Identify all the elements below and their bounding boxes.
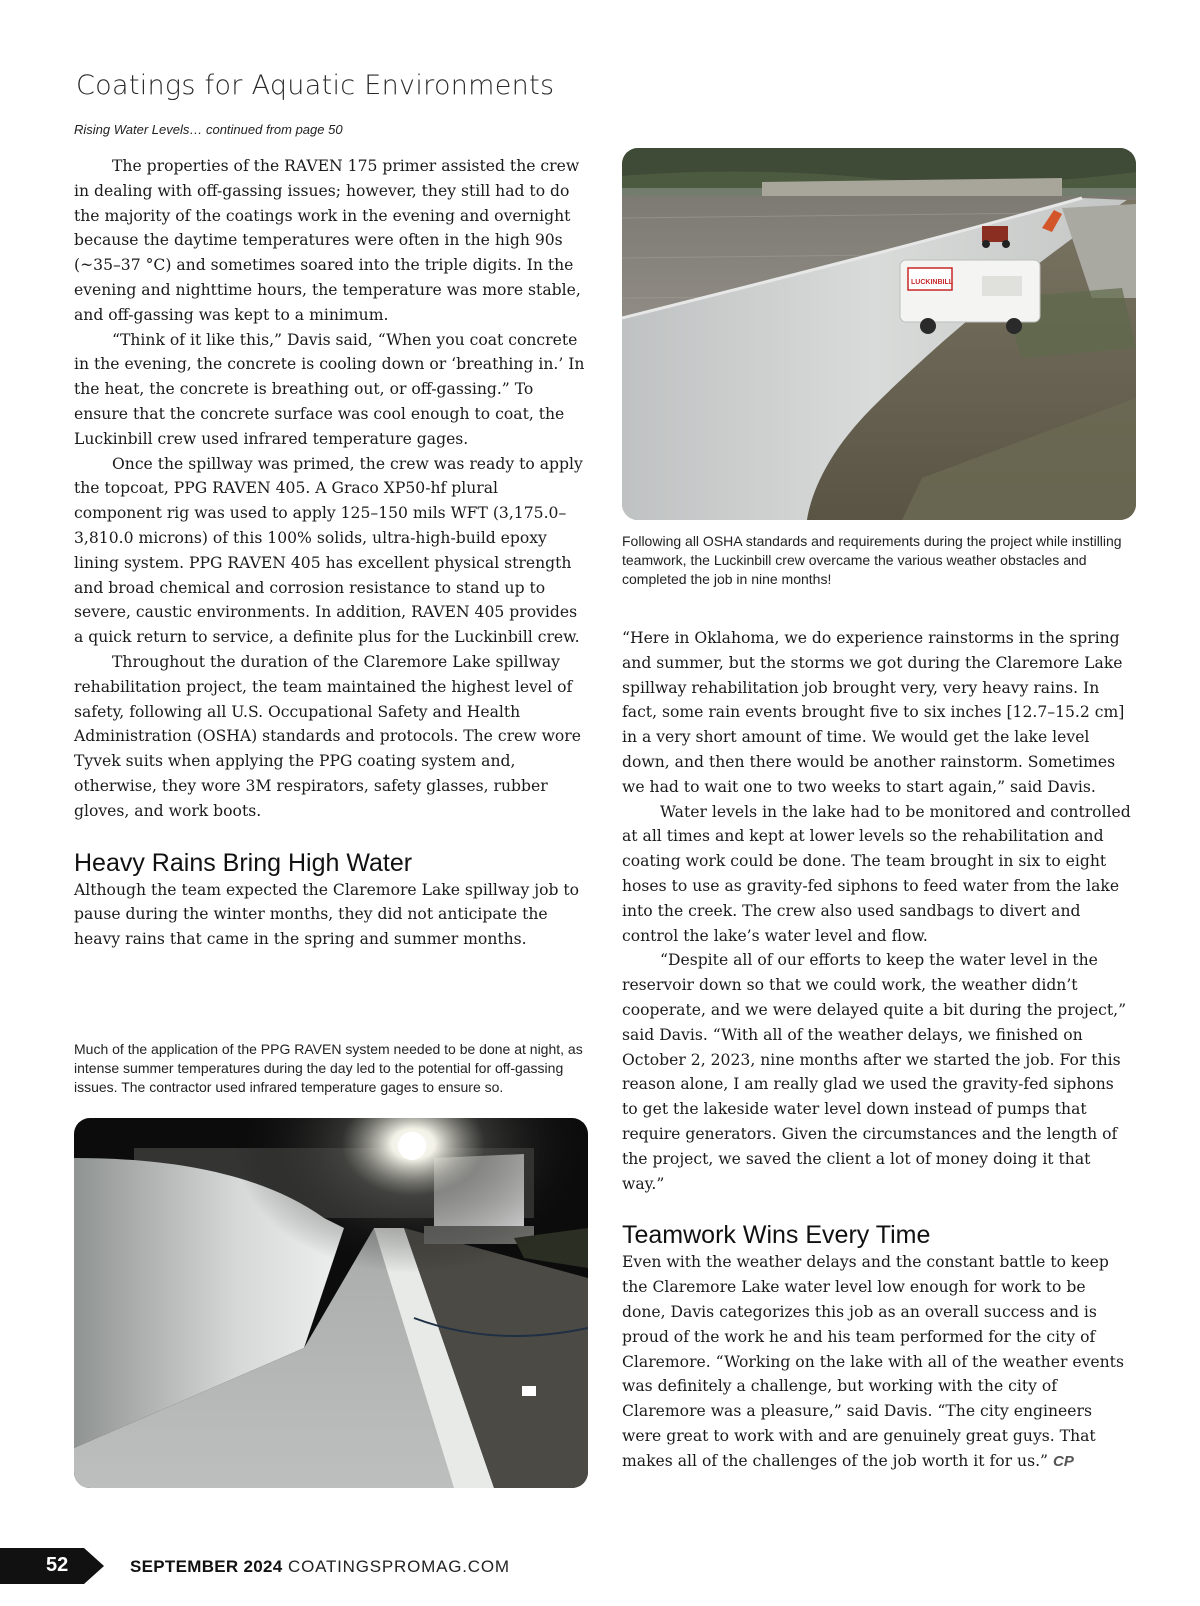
subhead-teamwork: Teamwork Wins Every Time (622, 1221, 931, 1250)
page-footer (0, 1548, 600, 1584)
section-title: Coatings for Aquatic Environments (76, 70, 555, 101)
body-paragraph (622, 1250, 1134, 1474)
site-url: COATINGSPROMAG.COM (288, 1557, 510, 1576)
photo-caption-day: Following all OSHA standards and requirements during the project while instilling teamwork, the Luckinbill crew overcame the various weather obstacles and completed the job in nine months! (622, 533, 1122, 587)
body-paragraph: Water levels in the lake had to be monitored and controlled at all times and kept at lower levels so the rehabilitation and coating work could be done. The team brought in six to eight hoses to use as gravity-fed siphons to feed water from the lake into the creek. The crew also used sandbags to divert and control the lake’s water level and flow. (622, 802, 1131, 945)
closing-paragraph-text: Even with the weather delays and the constant battle to keep the Claremore Lake water level low enough for work to be done, Davis categorizes this job as an overall success and is proud of the work he and his team performed for the city of Claremore. “Working on the lake with all of the weather events was definitely a challenge, but working with the city of Claremore was a pleasure,” said Davis. “The city engineers were great to work with and are genuinely great guys. That makes all of the challenges of the job worth it for us.” (622, 1253, 1124, 1470)
continued-from-label: Rising Water Levels… continued from page 50 (74, 122, 343, 137)
body-paragraph: “Despite all of our efforts to keep the water level in the reservoir down so that we could work, the weather didn’t cooperate, and we were delayed quite a bit during the project,” said Davis. “With all of the weather delays, we finished on October 2, 2023, nine months after we started the job. For this reason alone, I am really glad we used the gravity-fed siphons to get the lakeside water level down instead of pumps that require generators. Given the circumstances and the length of the project, we saved the client a lot of money doing it that way.” (622, 951, 1127, 1193)
photo-spillway-night (74, 1118, 588, 1488)
photo-spillway-day (622, 148, 1136, 520)
photo-caption-night: Much of the application of the PPG RAVEN system needed to be done at night, as intense summer temperatures during the day led to the potential for off-gassing issues. The contractor used infrared temperature gages to ensure so. (74, 1041, 583, 1095)
body-paragraph: “Think of it like this,” Davis said, “When you coat concrete in the evening, the concrete is cooling down or ‘breathing in.’ In the heat, the concrete is breathing out, or off-gassing.” To ensure that the concrete surface was cool enough to coat, the Luckinbill crew used infrared temperature gages. (74, 330, 585, 448)
end-mark: CP (1053, 1452, 1074, 1470)
body-paragraph: Once the spillway was primed, the crew was ready to apply the topcoat, PPG RAVEN 405. A Graco XP50-hf plural component rig was used to apply 125–150 mils WFT (3,175.0–3,810.0 microns) of this 100% solids, ultra-high-build epoxy lining system. PPG RAVEN 405 has excellent physical strength and broad chemical and corrosion resistance to stand up to severe, caustic environments. In addition, RAVEN 405 provides a quick return to service, a definite plus for the Luckinbill crew. (74, 454, 583, 647)
body-paragraph: The properties of the RAVEN 175 primer assisted the crew in dealing with off-gassing issues; however, they still had to do the majority of the coatings work in the evening and overnight because the daytime temperatures were often in the high 90s (~35–37 °C) and sometimes soared into the triple digits. In the evening and nighttime hours, the temperature was more stable, and off-gassing was kept to a minimum. (74, 157, 581, 324)
body-paragraph: Throughout the duration of the Claremore Lake spillway rehabilitation project, the team maintained the highest level of safety, following all U.S. Occupational Safety and Health Administration (OSHA) standards and protocols. The crew wore Tyvek suits when applying the PPG coating system and, otherwise, they wore 3M respirators, safety glasses, rubber gloves, and work boots. (74, 652, 581, 820)
issue-date: SEPTEMBER 2024 (130, 1557, 283, 1576)
body-paragraph: Although the team expected the Claremore Lake spillway job to pause during the winter months, they did not anticipate the heavy rains that came in the spring and summer months. (74, 880, 580, 949)
page-number: 52 (46, 1554, 69, 1576)
left-column (74, 154, 586, 952)
right-column (622, 626, 1134, 1475)
trailer-sign-text: LUCKINBILL (911, 279, 953, 286)
body-paragraph: “Here in Oklahoma, we do experience rainstorms in the spring and summer, but the storms we got during the Claremore Lake spillway rehabilitation job brought very, very heavy rains. In fact, some rain events brought five to six inches [12.7–15.2 cm] in a very short amount of time. We would get the lake level down, and then there would be another rainstorm. Sometimes we had to wait one to two weeks to start again,” said Davis. (622, 629, 1125, 796)
subhead-heavy-rains: Heavy Rains Bring High Water (74, 848, 413, 877)
